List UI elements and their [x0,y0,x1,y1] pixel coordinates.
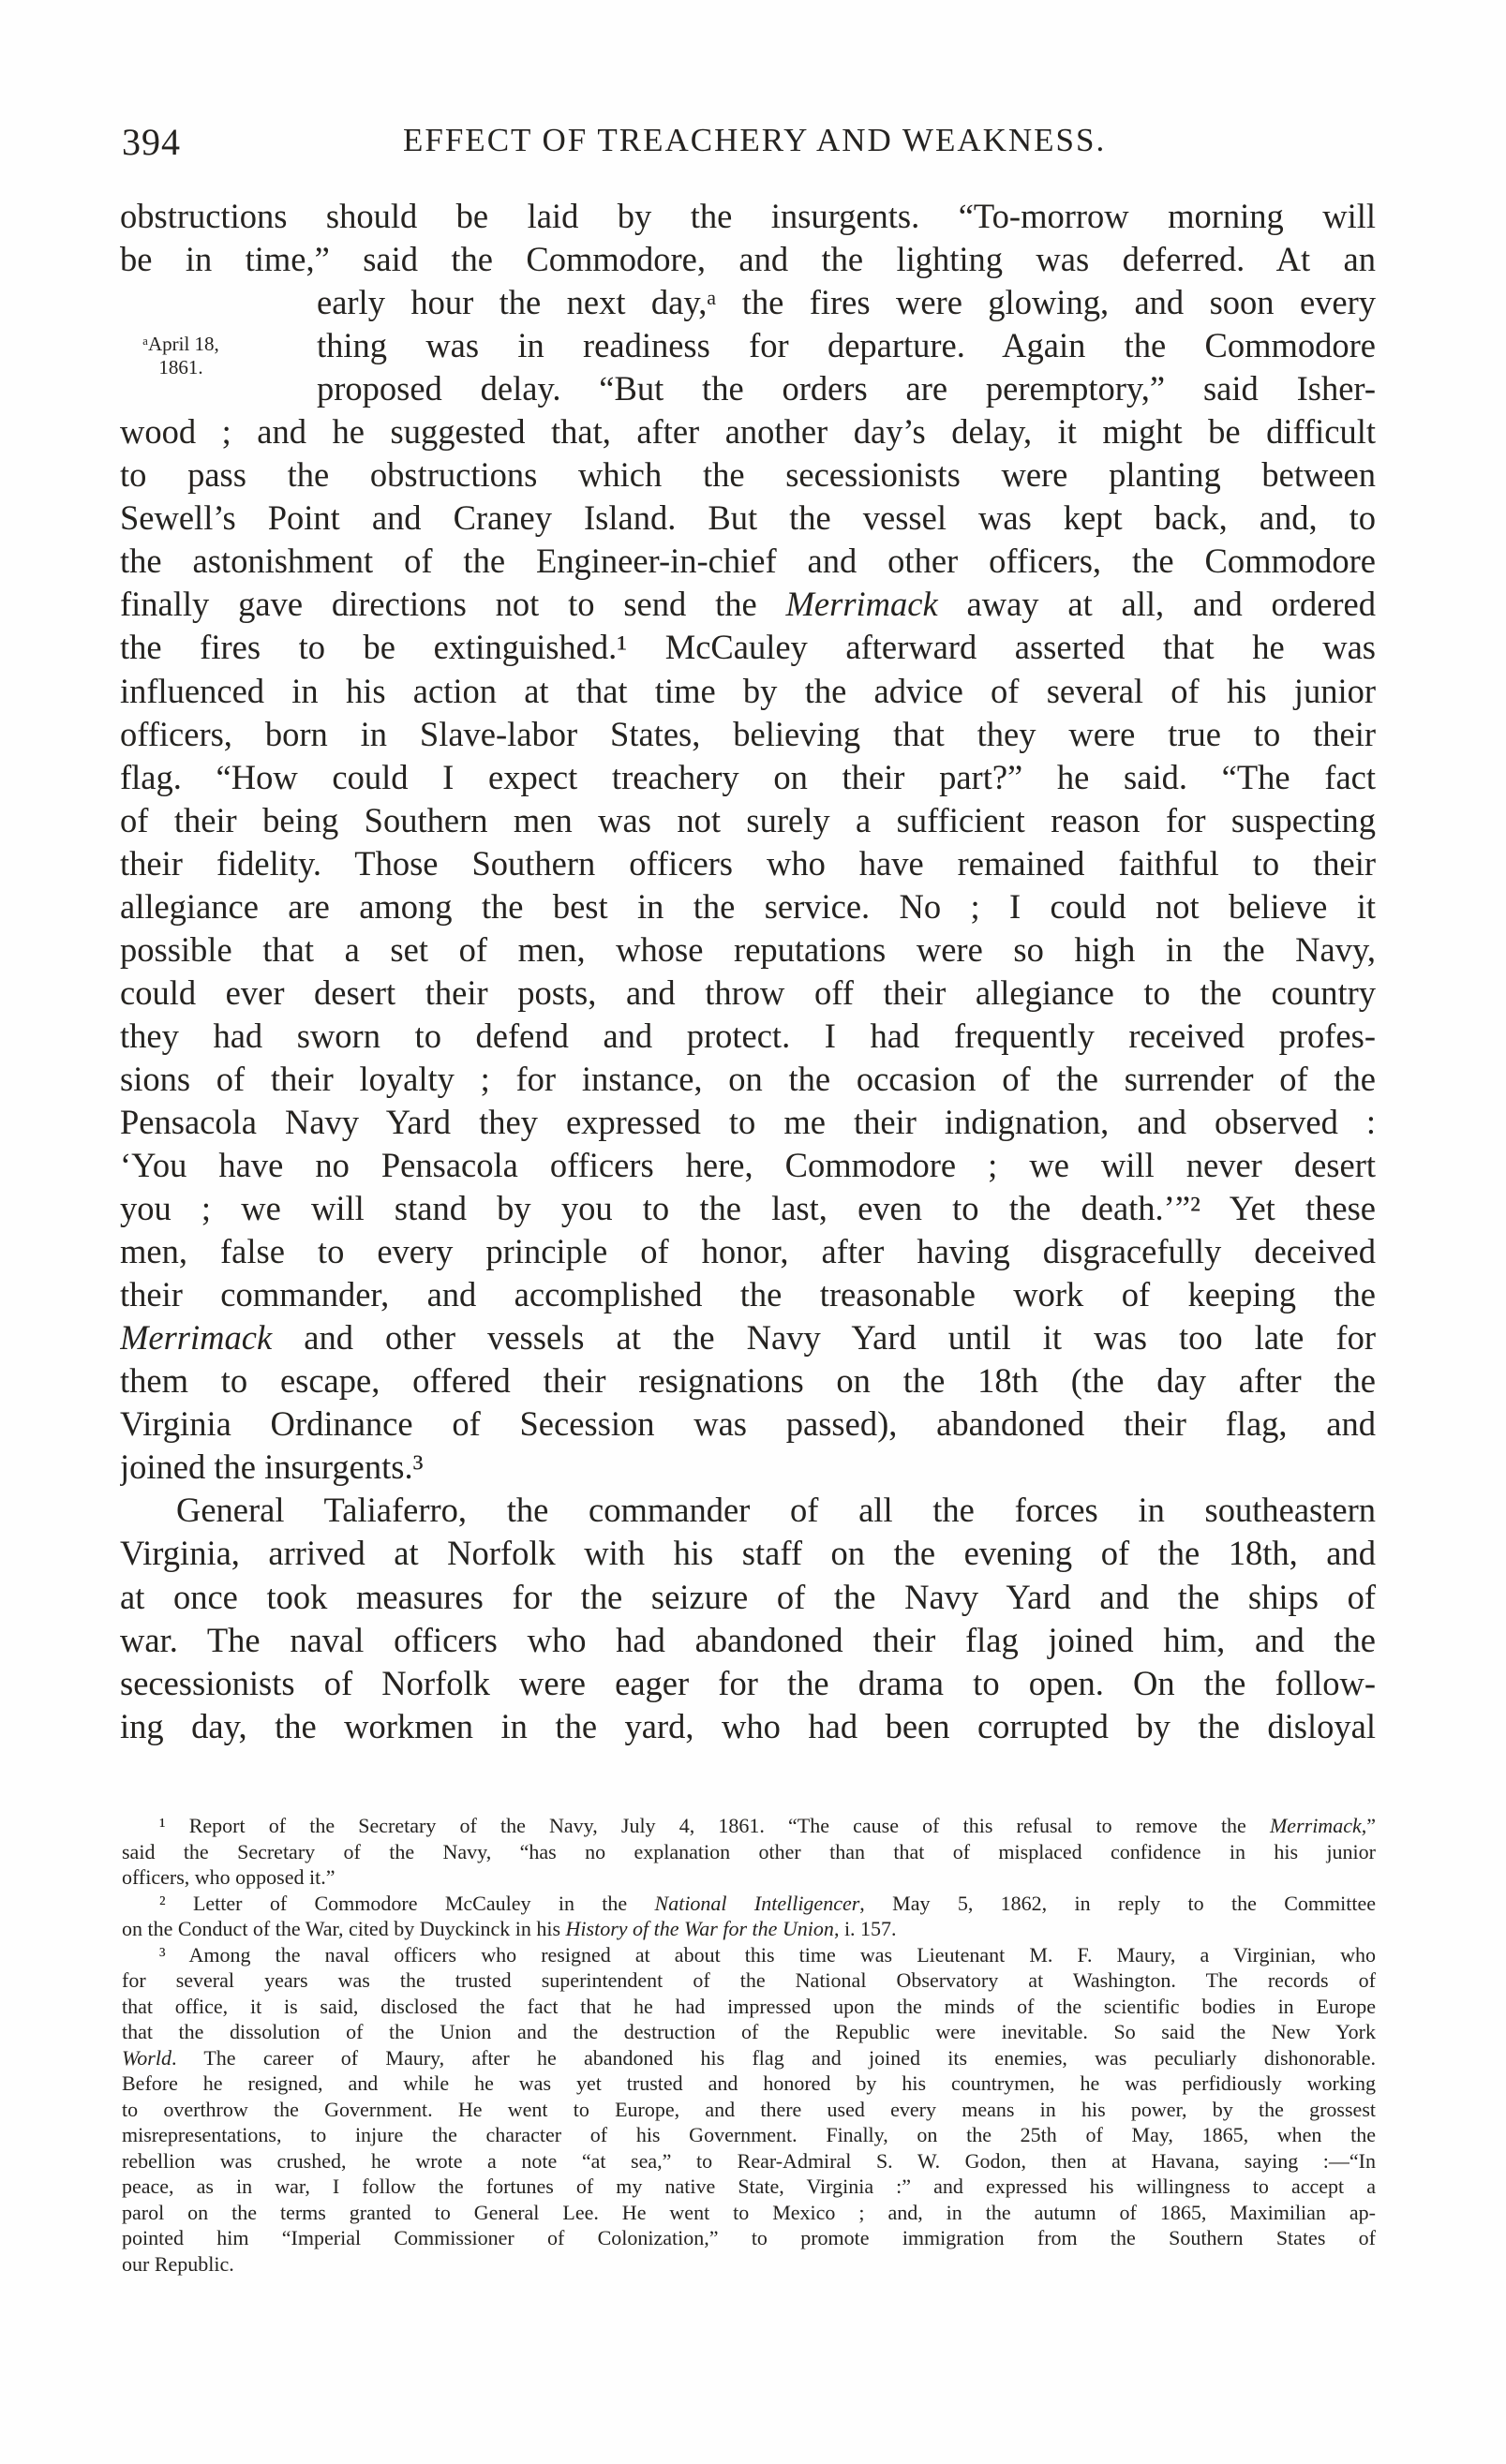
margin-note-line: ᵃApril 18, [142,333,219,355]
body-line: you ; we will stand by you to the last, even to the death.’”² Yet these [120,1189,1376,1228]
body-line: officers, born in Slave-labor States, believing that they were true to their [120,714,1376,753]
body-line: to pass the obstructions which the secessionists were planting between [120,455,1376,495]
body-line: war. The naval officers who had abandoned their flag joined him, and the [120,1620,1376,1659]
footnote-line: to overthrow the Government. He went to Europe, and there used every means in his power, by the grossest [122,2097,1376,2121]
running-title: EFFECT OF TREACHERY AND WEAKNESS. [403,122,1107,158]
running-head [122,120,1378,167]
body-text [120,195,1376,1748]
footnote-line: on the Conduct of the War, cited by Duyckinck in his History of the War for the Union, i. 157. [122,1917,897,1940]
body-line: ‘You have no Pensacola officers here, Commodore ; we will never desert [120,1146,1376,1185]
body-line: they had sworn to defend and protect. I had frequently received profes- [120,1016,1376,1055]
footnote-line: World. The career of Maury, after he abandoned his flag and joined its enemies, was peculiarly dishonorable. [122,2045,1376,2070]
footnote-line: ¹ Report of the Secretary of the Navy, July 4, 1861. “The cause of this refusal to remove the Merrimack,” [159,1814,1376,1837]
footnote-line: rebellion was crushed, he wrote a note “at sea,” to Rear-Admiral S. W. Godon, then at Havana, saying :—“In [122,2148,1376,2173]
body-line: could ever desert their posts, and throw off their allegiance to the country [120,972,1376,1012]
body-line: them to escape, offered their resignations on the 18th (the day after the [120,1361,1376,1401]
footnote-line: that the dissolution of the Union and the destruction of the Republic were inevitable. So said the New York [122,2020,1376,2043]
footnote-line: ³ Among the naval officers who resigned at about this time was Lieutenant M. F. Maury, a Virginian, who [159,1942,1376,1967]
body-line: Merrimack and other vessels at the Navy Yard until it was too late for [120,1318,1376,1358]
body-line: proposed delay. “But the orders are peremptory,” said Isher- [317,369,1376,408]
body-line: thing was in readiness for departure. Again the Commodore [317,326,1376,365]
body-line: obstructions should be laid by the insurgents. “To-morrow morning will [120,197,1376,235]
body-line: the fires to be extinguished.¹ McCauley afterward asserted that he was [120,628,1376,667]
body-line: ing day, the workmen in the yard, who had been corrupted by the disloyal [120,1706,1376,1745]
page-number: 394 [122,121,181,163]
body-line: their fidelity. Those Southern officers who have remained faithful to their [120,843,1376,883]
footnote-line: pointed him “Imperial Commissioner of Colonization,” to promote immigration from the Southern States of [122,2226,1376,2249]
footnote-line: ² Letter of Commodore McCauley in the National Intelligencer, May 5, 1862, in reply to the Committee [159,1891,1376,1915]
body-line: men, false to every principle of honor, after having disgracefully deceived [120,1232,1376,1271]
footnote-line: for several years was the trusted superintendent of the National Observatory at Washington. The records of [122,1968,1376,1992]
body-line: possible that a set of men, whose reputations were so high in the Navy, [120,929,1376,969]
body-line: their commander, and accomplished the treasonable work of keeping the [120,1275,1376,1314]
footnotes [122,1813,1376,2277]
body-line: allegiance are among the best in the service. No ; I could not believe it [120,886,1376,926]
footnote-line: said the Secretary of the Navy, “has no explanation other than that of misplaced confidence in his junior [122,1839,1376,1863]
body-line: the astonishment of the Engineer-in-chief and other officers, the Commodore [120,542,1376,581]
body-line: joined the insurgents.³ [120,1447,424,1487]
body-line: secessionists of Norfolk were eager for the drama to open. On the follow- [120,1663,1376,1702]
body-line: wood ; and he suggested that, after another day’s delay, it might be difficult [120,412,1376,452]
footnote-line: officers, who opposed it.” [122,1865,335,1889]
footnote-line: misrepresentations, to injure the character of his Government. Finally, on the 25th of May, 1865, when the [122,2123,1376,2146]
footnote-line: that office, it is said, disclosed the fact that he had impressed upon the minds of the scientific bodies in Europe [122,1994,1376,2018]
body-line: Virginia, arrived at Norfolk with his staff on the evening of the 18th, and [120,1534,1376,1573]
footnote-line: Before he resigned, and while he was yet trusted and honored by his countrymen, he was perfidiously working [122,2071,1376,2095]
body-line: Virginia Ordinance of Secession was passed), abandoned their flag, and [120,1404,1376,1444]
footnote-line: peace, as in war, I follow the fortunes of my native State, Virginia :” and expressed his willingness to accept a [122,2175,1376,2198]
body-line: finally gave directions not to send the Merrimack away at all, and ordered [120,585,1376,624]
body-line: flag. “How could I expect treachery on their part?” he said. “The fact [120,757,1376,796]
body-line: General Taliaferro, the commander of all the forces in southeastern [176,1491,1376,1530]
footnote-line: our Republic. [122,2251,234,2276]
body-line: be in time,” said the Commodore, and the lighting was deferred. At an [120,240,1376,279]
body-line: Pensacola Navy Yard they expressed to me their indignation, and observed : [120,1102,1376,1141]
body-line: Sewell’s Point and Craney Island. But the vessel was kept back, and, to [120,498,1376,538]
body-line: early hour the next day,ᵃ the fires were glowing, and soon every [317,283,1376,322]
body-line: sions of their loyalty ; for instance, on the occasion of the surrender of the [120,1059,1376,1098]
margin-note-line: 1861. [158,356,203,379]
footnote-line: parol on the terms granted to General Lee. He went to Mexico ; and, in the autumn of 1865, Maximilian ap- [122,2200,1376,2224]
body-line: at once took measures for the seizure of the Navy Yard and the ships of [120,1577,1376,1616]
body-line: of their being Southern men was not surely a sufficient reason for suspecting [120,800,1376,839]
body-line: influenced in his action at that time by the advice of several of his junior [120,671,1376,710]
